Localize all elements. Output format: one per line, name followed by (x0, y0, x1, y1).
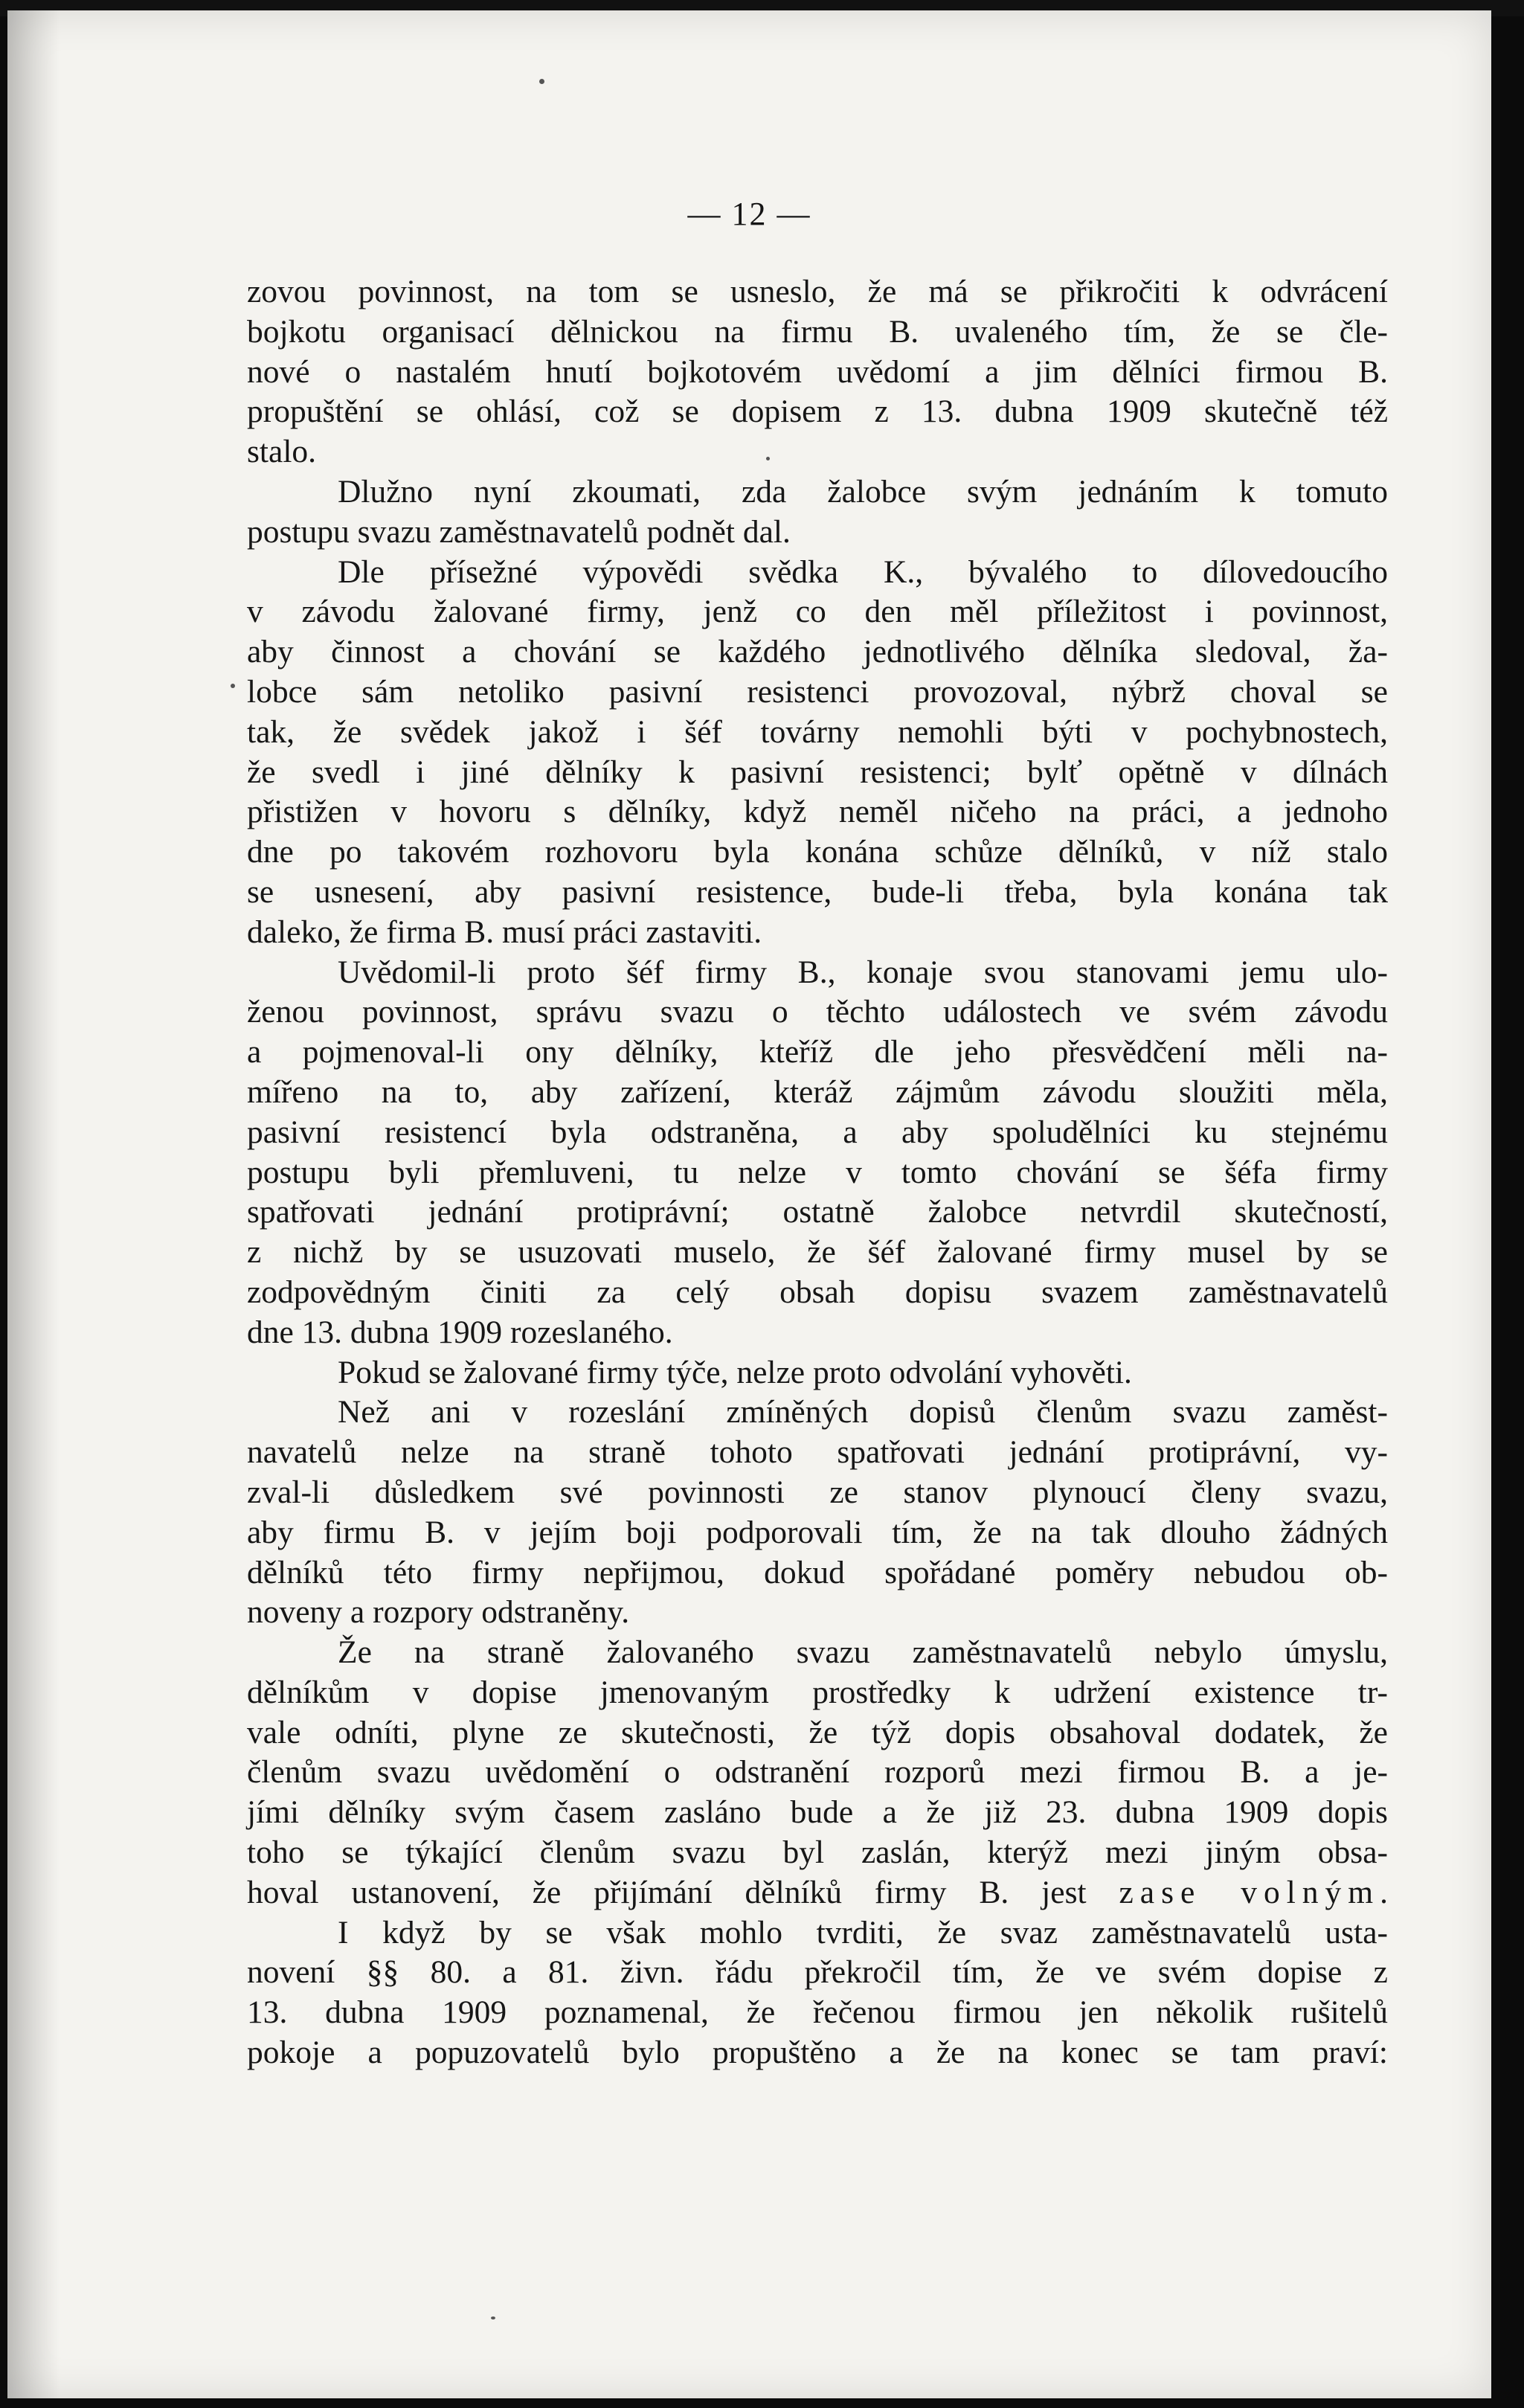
text-line: hoval ustanovení, že přijímání dělníků firmy B. jest zase volným. (247, 1874, 1388, 1910)
text-line: v závodu žalované firmy, jenž co den měl příležitost i povinnost, (247, 594, 1388, 630)
text-line: postupu svazu zaměstnavatelů podnět dal. (247, 513, 791, 550)
text-line: pokoje a popuzovatelů bylo propuštěno a že na konec se tam praví: (247, 2035, 1388, 2071)
text-line: navatelů nelze na straně tohoto spatřovati jednání protiprávní, vy- (247, 1434, 1388, 1471)
text-line: zodpovědným činiti za celý obsah dopisu svazem zaměstnavatelů (247, 1274, 1388, 1310)
print-speck (491, 2317, 495, 2319)
text-line: dělníkům v dopise jmenovaným prostředky k udržení existence tr- (247, 1674, 1388, 1710)
text-line: mířeno na to, aby zařízení, kteráž zájmům závodu sloužiti měla, (247, 1073, 1388, 1110)
text-line: Že na straně žalovaného svazu zaměstnavatelů nebylo úmyslu, (338, 1634, 1388, 1671)
text-line: zovou povinnost, na tom se usneslo, že má se přikročiti k odvrácení (247, 274, 1388, 309)
text-line: I když by se však mohlo tvrditi, že svaz zaměstnavatelů usta- (338, 1914, 1388, 1951)
text-line: novení §§ 80. a 81. živn. řádu překročil tím, že ve svém dopise z (247, 1954, 1388, 1991)
text-line: Dlužno nyní zkoumati, zda žalobce svým jednáním k tomuto (338, 473, 1388, 510)
text-line: postupu byli přemluveni, tu nelze v tomto chování se šéfa firmy (247, 1154, 1388, 1190)
text-line: vale odníti, plyne ze skutečnosti, že týž dopis obsahoval dodatek, že (247, 1714, 1388, 1750)
text-line: z nichž by se usuzovati muselo, že šéf žalované firmy musel by se (247, 1234, 1388, 1271)
text-line: jími dělníky svým časem zasláno bude a že již 23. dubna 1909 dopis (247, 1794, 1388, 1831)
text-line: 13. dubna 1909 poznamenal, že řečenou firmou jen několik rušitelů (247, 1994, 1388, 2031)
text-line: daleko, že firma B. musí práci zastaviti. (247, 914, 762, 950)
text-line: pasivní resistencí byla odstraněna, a aby spoludělníci ku stejnému (247, 1114, 1388, 1150)
print-speck (231, 684, 235, 688)
book-page (7, 10, 1491, 2398)
text-line: tak, že svědek jakož i šéf továrny nemohli býti v pochybnostech, (247, 713, 1388, 750)
text-line: Pokud se žalované firmy týče, nelze proto odvolání vyhověti. (338, 1354, 1132, 1390)
print-speck (766, 457, 770, 460)
text-line: Uvědomil-li proto šéf firmy B., konaje svou stanovami jemu ulo- (338, 954, 1388, 990)
text-line: členům svazu uvědomění o odstranění rozporů mezi firmou B. a je- (247, 1754, 1388, 1791)
text-line: spatřovati jednání protiprávní; ostatně žalobce netvrdil skutečností, (247, 1194, 1388, 1230)
text-line: lobce sám netoliko pasivní resistenci provozoval, nýbrž choval se (247, 673, 1388, 710)
text-line: noveny a rozpory odstraněny. (247, 1594, 630, 1631)
body-text (247, 272, 1388, 2073)
text-line: dne 13. dubna 1909 rozeslaného. (247, 1314, 673, 1350)
text-line: Dle přísežné výpovědi svědka K., bývalého to dílovedoucího (338, 553, 1388, 590)
page-number: — 12 — (687, 196, 811, 232)
spaced-emphasis: zase volným (1119, 1874, 1380, 1910)
text-line: aby činnost a chování se každého jednotlivého dělníka sledoval, ža- (247, 634, 1388, 670)
text-line: toho se týkající členům svazu byl zaslán, kterýž mezi jiným obsa- (247, 1834, 1388, 1871)
text-line: se usnesení, aby pasivní resistence, bude-li třeba, byla konána tak (247, 873, 1388, 910)
text-line: nové o nastalém hnutí bojkotovém uvědomí a jim dělníci firmou B. (247, 353, 1388, 390)
text-line: přistižen v hovoru s dělníky, když neměl ničeho na práci, a jednoho (247, 794, 1388, 830)
text-line: stalo. (247, 434, 317, 470)
text-line: zval-li důsledkem své povinnosti ze stanov plynoucí členy svazu, (247, 1474, 1388, 1510)
text-line: ženou povinnost, správu svazu o těchto událostech ve svém závodu (247, 994, 1388, 1030)
binding-shadow (7, 10, 60, 2398)
text-line: dělníků této firmy nepřijmou, dokud spořádané poměry nebudou ob- (247, 1554, 1388, 1590)
text-line: dne po takovém rozhovoru byla konána schůze dělníků, v níž stalo (247, 834, 1388, 870)
text-line: a pojmenoval-li ony dělníky, kteříž dle jeho přesvědčení měli na- (247, 1034, 1388, 1070)
text-line: že svedl i jiné dělníky k pasivní resistenci; bylť opětně v dílnách (247, 754, 1388, 790)
text-line: Než ani v rozeslání zmíněných dopisů členům svazu zaměst- (338, 1394, 1388, 1431)
text-line: aby firmu B. v jejím boji podporovali tím, že na tak dlouho žádných (247, 1514, 1388, 1550)
text-line: propuštění se ohlásí, což se dopisem z 13. dubna 1909 skutečně též (247, 394, 1388, 430)
print-speck (539, 79, 544, 84)
text-line: bojkotu organisací dělnickou na firmu B. uvaleného tím, že se čle- (247, 313, 1388, 350)
